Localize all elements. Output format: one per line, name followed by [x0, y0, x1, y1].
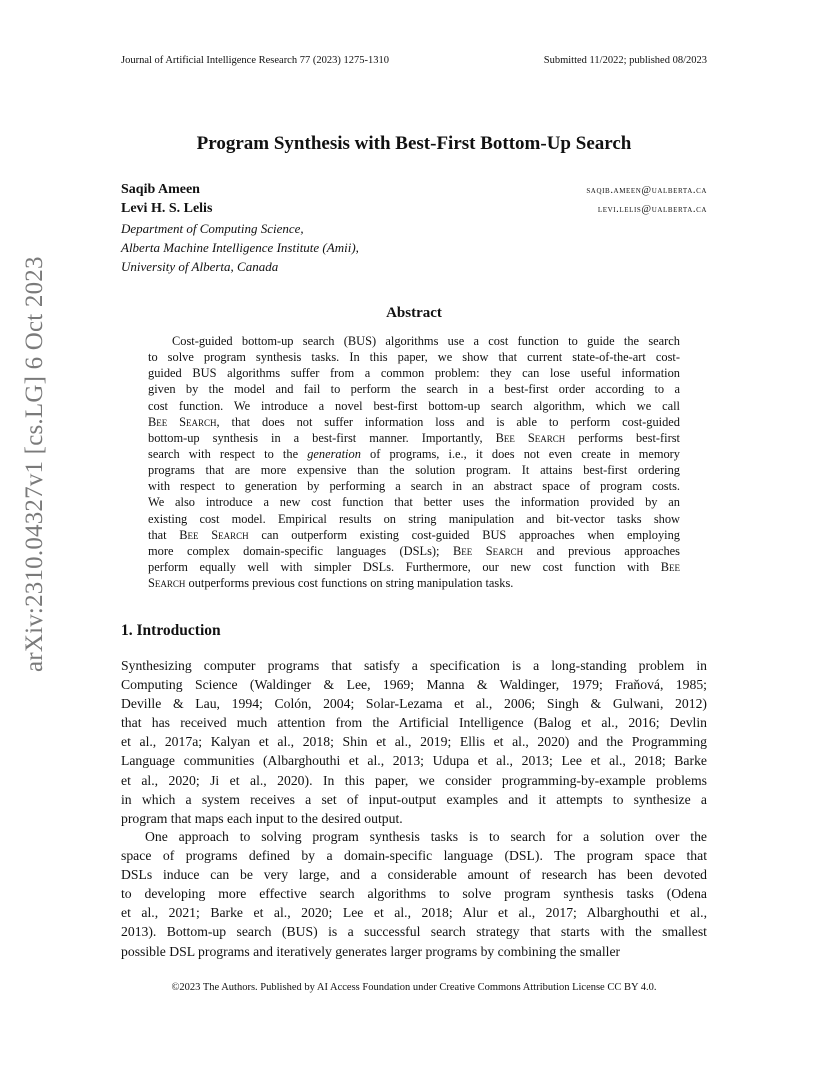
- author-name: Levi H. S. Lelis: [121, 201, 213, 216]
- text-line: Synthesizing computer programs that satisfy a specification is a long-standing problem in: [121, 658, 707, 673]
- text-line: et al., 2020; Ji et al., 2020). In this paper, we consider programming-by-example problems: [121, 772, 707, 788]
- paper-title: Program Synthesis with Best-First Bottom-Up Search: [196, 133, 632, 154]
- text-line: more complex domain-specific languages (DSLs); Bee Search and previous approaches: [148, 543, 680, 558]
- text-line: 2013). Bottom-up search (BUS) is a successful search strategy that starts with the smallest: [121, 924, 707, 940]
- abstract-body: [148, 333, 680, 591]
- text-line: Bee Search, that does not suffer information loss and is able to perform cost-guided: [148, 414, 680, 429]
- text-line: One approach to solving program synthesis tasks is to search for a solution over the: [145, 829, 707, 844]
- author-email: levi.lelis@ualberta.ca: [597, 204, 707, 215]
- text-line: Deville & Lau, 1994; Colón, 2004; Solar-Lezama et al., 2006; Singh & Gulwani, 2012): [121, 696, 707, 712]
- affiliation-line: Department of Computing Science,: [121, 221, 304, 236]
- text-line: with respect to generation by performing a search in an abstract space of program costs.: [148, 479, 680, 494]
- license-footer: ©2023 The Authors. Published by AI Access Foundation under Creative Commons Attribution License CC BY 4.0.: [171, 982, 657, 993]
- text-line: Cost-guided bottom-up search (BUS) algorithms use a cost function to guide the search: [172, 334, 680, 348]
- text-line: program that maps each input to the desired output.: [121, 810, 403, 826]
- text-line: possible DSL programs and iteratively generates larger programs by combining the smaller: [121, 943, 621, 959]
- text-line: cost function. We introduce a novel best-first bottom-up search algorithm, which we call: [148, 398, 680, 413]
- text-line: search with respect to the generation of programs, i.e., it does not even create in memory: [148, 446, 680, 461]
- text-line: bottom-up synthesis in a best-first manner. Importantly, Bee Search performs best-first: [148, 430, 680, 445]
- text-line: perform equally well with simpler DSLs. Furthermore, our new cost function with Bee: [148, 559, 680, 574]
- text-line: that has received much attention from the Artificial Intelligence (Balog et al., 2016; Devlin: [121, 715, 707, 731]
- text-line: space of programs defined by a domain-specific language (DSL). The program space that: [121, 848, 707, 864]
- author-name: Saqib Ameen: [121, 182, 200, 197]
- text-line: et al., 2017a; Kalyan et al., 2018; Shin et al., 2019; Ellis et al., 2020) and the Programming: [121, 734, 707, 750]
- text-line: in which a system receives a set of input-output examples and it attempts to synthesize a: [121, 791, 707, 807]
- text-line: Computing Science (Waldinger & Lee, 1969; Manna & Waldinger, 1979; Fraňová, 1985;: [121, 677, 707, 693]
- paragraph: [121, 656, 707, 828]
- text-line: to solve program synthesis tasks. In this paper, we show that current state-of-the-art cost-: [148, 350, 680, 365]
- affiliation-line: University of Alberta, Canada: [121, 259, 279, 274]
- text-line: DSLs induce can be very large, and a considerable amount of research has been devoted: [121, 867, 707, 883]
- abstract-heading: Abstract: [386, 305, 442, 321]
- text-line: that Bee Search can outperform existing cost-guided BUS approaches when employing: [148, 527, 680, 542]
- section-heading: 1. Introduction: [121, 622, 221, 639]
- text-line: programs that are more expensive than the solution program. It attains best-first ordering: [148, 463, 680, 478]
- text-line: guided BUS algorithms suffer from a common problem: they can lose useful information: [148, 366, 680, 381]
- text-line: existing cost model. Empirical results on string manipulation and bit-vector tasks show: [148, 511, 680, 526]
- author-email: saqib.ameen@ualberta.ca: [586, 185, 707, 196]
- text-line: to developing more effective search algorithms to solve program synthesis tasks (Odena: [121, 886, 707, 902]
- text-line: Search outperforms previous cost functions on string manipulation tasks.: [148, 576, 514, 591]
- text-line: given by the model and fail to perform the search in a best-first order according to a: [148, 382, 680, 397]
- submission-dates: Submitted 11/2022; published 08/2023: [543, 55, 707, 66]
- text-line: We also introduce a new cost function that better uses the information provided by an: [148, 495, 680, 510]
- paragraph: [121, 827, 707, 961]
- arxiv-stamp: arXiv:2310.04327v1 [cs.LG] 6 Oct 2023: [21, 256, 48, 672]
- text-line: et al., 2021; Barke et al., 2020; Lee et al., 2018; Alur et al., 2017; Albarghouthi et al.,: [121, 905, 707, 921]
- affiliation-line: Alberta Machine Intelligence Institute (Amii),: [121, 240, 359, 255]
- text-line: Language communities (Albarghouthi et al., 2013; Udupa et al., 2013; Lee et al., 2018; Barke: [121, 753, 707, 769]
- journal-header: Journal of Artificial Intelligence Research 77 (2023) 1275-1310: [121, 55, 389, 66]
